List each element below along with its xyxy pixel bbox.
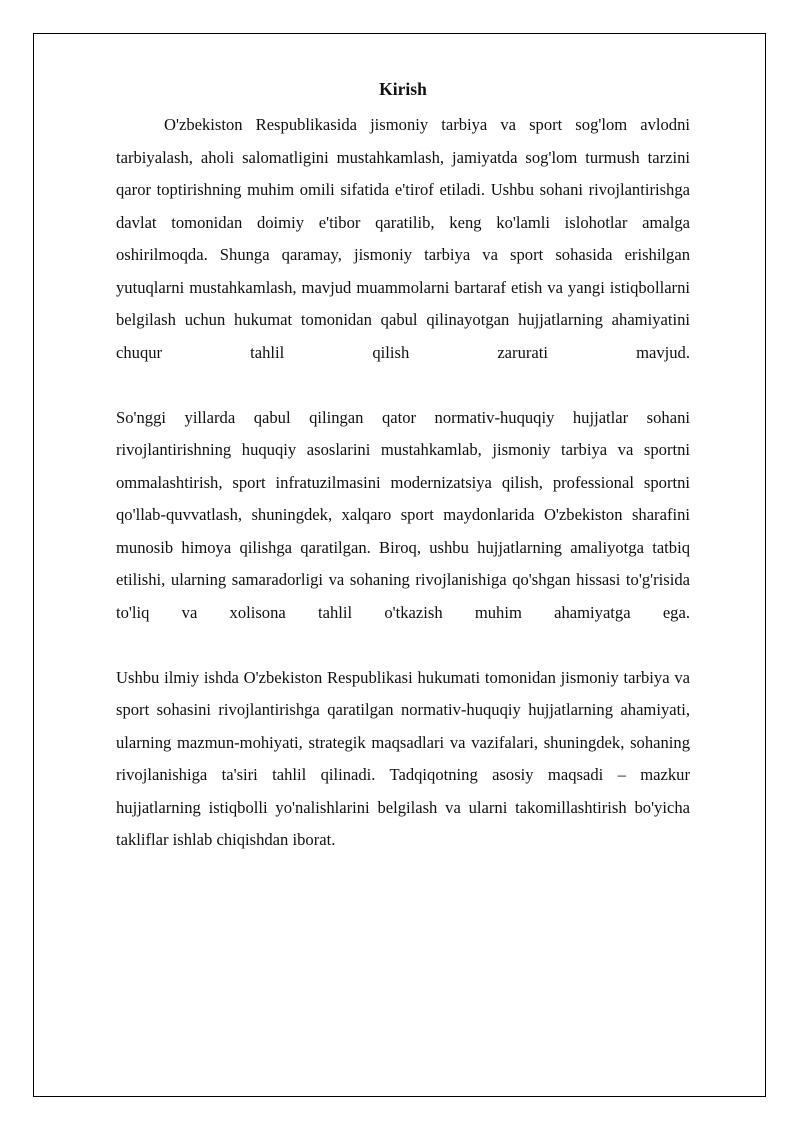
document-body: [116, 78, 690, 857]
paragraph-legal-documents: So'nggi yillarda qabul qilingan qator normativ-huquqiy hujjatlar sohani rivojlantirishning huquqiy asoslarini mustahkamlab, jismoniy tarbiya va sportni ommalashtirish, sport infratuzilmasini modernizatsiya qilish, professional sportni qo'llab-quvvatlash, shuningdek, xalqaro sport maydonlarida O'zbekiston sharafini munosib himoya qilishga qaratilgan. Biroq, ushbu hujjatlarning amaliyotga tatbiq etilishi, ularning samaradorligi va sohaning rivojlanishiga qo'shgan hissasi to'g'risida to'liq va xolisona tahlil o'tkazish muhim ahamiyatga ega.: [116, 407, 690, 622]
paragraph-gap: [116, 369, 690, 402]
page-frame: [33, 33, 766, 1097]
section-title: Kirish: [379, 79, 427, 99]
paragraph-gap: [116, 629, 690, 662]
paragraph-intro: O'zbekiston Respublikasida jismoniy tarbiya va sport sog'lom avlodni tarbiyalash, aholi salomatligini mustahkamlash, jamiyatda sog'lom turmush tarzini qaror toptirishning muhim omili sifatida e'tirof etiladi. Ushbu sohani rivojlantirishga davlat tomonidan doimiy e'tibor qaratilib, keng ko'lamli islohotlar amalga oshirilmoqda. Shunga qaramay, jismoniy tarbiya va sport sohasida erishilgan yutuqlarni mustahkamlash, mavjud muammolarni bartaraf etish va yangi istiqbollarni belgilash uchun hukumat tomonidan qabul qilinayotgan hujjatlarning ahamiyatini chuqur tahlil qilish zarurati mavjud.: [116, 115, 690, 362]
paragraph-research-aim: Ushbu ilmiy ishda O'zbekiston Respublikasi hukumati tomonidan jismoniy tarbiya va sport sohasini rivojlantirishga qaratilgan normativ-huquqiy hujjatlarning ahamiyati, ularning mazmun-mohiyati, strategik maqsadlari va vazifalari, shuningdek, sohaning rivojlanishiga ta'siri tahlil qilinadi. Tadqiqotning asosiy maqsadi – mazkur hujjatlarning istiqbolli yo'nalishlarini belgilash va ularni takomillashtirish bo'yicha takliflar ishlab chiqishdan iborat.: [116, 667, 690, 849]
